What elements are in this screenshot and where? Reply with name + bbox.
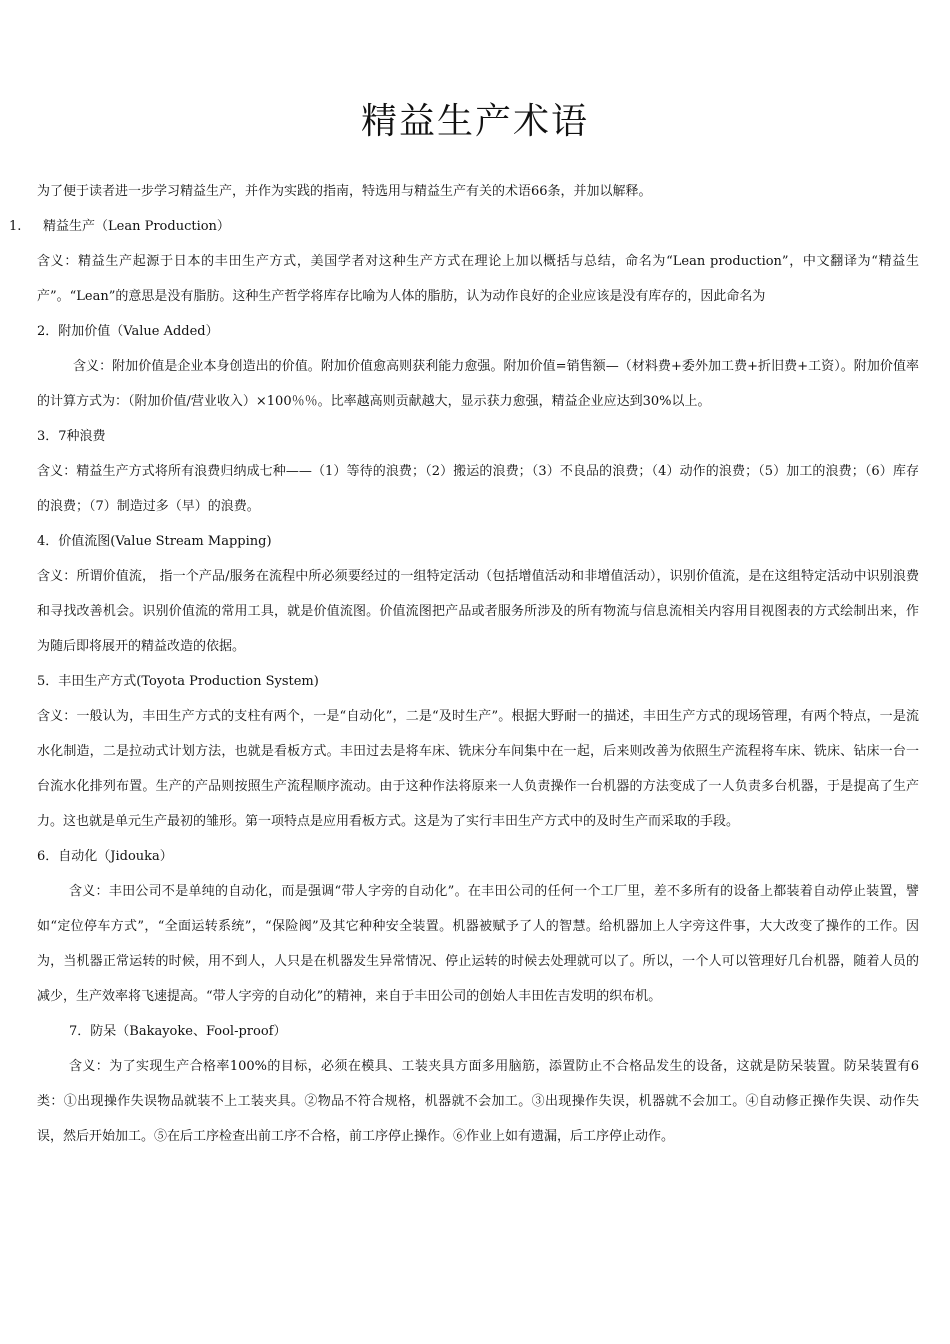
page-title: 精益生产术语 (360, 101, 589, 143)
term-1-definition: 含义：精益生产起源于日本的丰田生产方式，美国学者对这种生产方式在理论上加以概括与总结，命名为“Lean production”，中文翻译为“精益生产”。“Lean”的意思是没有脂肪。这种生产哲学将库存比喻为人体的脂肪，认为动作良好的企业应该是没有库存的，因此命名为 (37, 254, 919, 304)
term-5-definition: 含义：一般认为，丰田生产方式的支柱有两个，一是“自动化”，二是“及时生产”。根据大野耐一的描述，丰田生产方式的现场管理，有两个特点，一是流水化制造，二是拉动式计划方法，也就是看板方式。丰田过去是将车床、铣床分车间集中在一起，后来则改善为依照生产流程将车床、铣床、钻床一台一台流水化排列布置。生产的产品则按照生产流程顺序流动。由于这种作法将原来一人负责操作一台机器的方法变成了一人负责多台机器，于是提高了生产力。这也就是单元生产最初的雏形。第一项特点是应用看板方式。这是为了实行丰田生产方式中的及时生产而采取的手段。 (37, 709, 919, 829)
term-3-heading: 3．7种浪费 (37, 429, 106, 444)
document-body (9, 174, 919, 1154)
term-6-heading: 6．自动化（Jidouka） (37, 849, 173, 864)
term-3-definition: 含义：精益生产方式将所有浪费归纳成七种——（1）等待的浪费；（2）搬运的浪费；（3）不良品的浪费；（4）动作的浪费；（5）加工的浪费；（6）库存的浪费；（7）制造过多（早）的浪费。 (37, 464, 919, 514)
term-2-heading: 2．附加价值（Value Added） (37, 324, 219, 339)
term-5-heading: 5．丰田生产方式(Toyota Production System) (37, 674, 319, 689)
term-4-definition: 含义：所谓价值流， 指一个产品/服务在流程中所必须要经过的一组特定活动（包括增值活动和非增值活动），识别价值流，是在这组特定活动中识别浪费和寻找改善机会。识别价值流的常用工具，就是价值流图。价值流图把产品或者服务所涉及的所有物流与信息流相关内容用目视图表的方式绘制出来，作为随后即将展开的精益改造的依据。 (37, 569, 919, 654)
term-4-heading: 4．价值流图(Value Stream Mapping) (37, 534, 272, 549)
term-6-definition: 含义：丰田公司不是单纯的自动化，而是强调“带人字旁的自动化”。在丰田公司的任何一个工厂里，差不多所有的设备上都装着自动停止装置，譬如“定位停车方式”，“全面运转系统”，“保险阀”及其它种种安全装置。机器被赋予了人的智慧。给机器加上人字旁这件事，大大改变了操作的工作。因为，当机器正常运转的时候，用不到人，人只是在机器发生异常情况、停止运转的时候去处理就可以了。所以，一个人可以管理好几台机器，随着人员的减少，生产效率将飞速提高。“带人字旁的自动化”的精神，来自于丰田公司的创始人丰田佐吉发明的织布机。 (37, 884, 919, 1004)
term-1-title: 精益生产（Lean Production） (43, 219, 230, 234)
term-2-definition: 含义：附加价值是企业本身创造出的价值。附加价值愈高则获利能力愈强。附加价值=销售额—（材料费+委外加工费+折旧费+工资）。附加价值率的计算方式为：（附加价值/营业收入）×100％％。比率越高则贡献越大，显示获力愈强，精益企业应达到30%以上。 (37, 359, 919, 409)
term-7-definition: 含义：为了实现生产合格率100%的目标，必须在模具、工装夹具方面多用脑筋，添置防止不合格品发生的设备，这就是防呆装置。防呆装置有6类：①出现操作失误物品就装不上工装夹具。②物品不符合规格，机器就不会加工。③出现操作失误，机器就不会加工。④自动修正操作失误、动作失误，然后开始加工。⑤在后工序检查出前工序不合格，前工序停止操作。⑥作业上如有遗漏，后工序停止动作。 (37, 1059, 919, 1144)
intro-paragraph: 为了便于读者进一步学习精益生产，并作为实践的指南，特选用与精益生产有关的术语66条，并加以解释。 (37, 184, 652, 199)
term-7-heading: 7．防呆（Bakayoke、Fool-proof） (69, 1024, 287, 1039)
term-1-number: 1. (9, 219, 22, 234)
term-1-heading (9, 209, 919, 244)
